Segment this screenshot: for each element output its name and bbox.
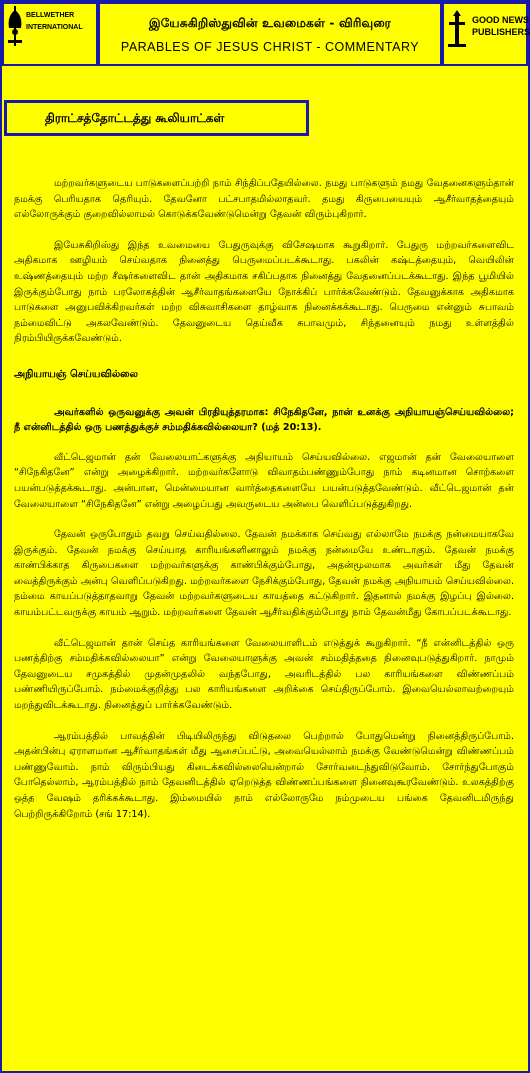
- title-box: [98, 2, 442, 66]
- paragraph-5: வீட்டெஜமான் தான் செய்த காரியங்களை வேலையாளிடம் எடுத்துக் கூறுகிறார். “நீ என்னிடத்தில் ஒரு பணத்திற்கு சம்மதிக்கவில்லையா” என்று வேலையாளுக்கு அவன் சம்மதித்ததை நினைவுபடுத்துகிறார். நாமும் தேவனுடைய சமுகத்தில் முதன்முதலில் வந்தபோது, அவரிடத்தில் பல காரியங்களை விண்ணப்பம் பண்ணியிருப்போம். நம்மைக்குறித்து பல காரியங்களை அறிக்கை செய்திருப்போம். இவையெல்லாவற்றையும் மறந்துவிடக்கூடாது. நினைத்துப் பார்க்கவேண்டும்.: [14, 637, 514, 712]
- scripture-quote: அவர்களில் ஒருவனுக்கு அவன் பிரதியுத்தரமாக: சிநேகிதனே, நான் உனக்கு அநியாயஞ்செய்யவில்லை; நீ என்னிடத்தில் ஒரு பணத்துக்குச் சம்மதிக்கவில்லையா? (மத் 20:13).: [14, 406, 514, 434]
- paragraph-4: தேவன் ஒருபோதும் தவறு செய்வதில்லை. தேவன் நமக்காக செய்வது எல்லாமே நமக்கு நன்மையாகவே இருக்கும். தேவன் நமக்கு செய்யாத காரியங்களினாலும் நமக்கு நன்மையே உண்டாகும். தேவன் நமக்கு காண்பிக்காத கிருபைகளை மற்றவர்களுக்கு காண்பிக்கும்போது, அதன்மூலமாக அவர்கள் மீது தேவன் வைத்திருக்கும் அன்பு வெளிப்படுகிறது. மற்றவர்களை நேசிக்கும்போது, தேவன் நமக்கு அநியாயம் செய்யவில்லை. நம்மை காயப்படுத்தாதவாறு தேவன் மற்றவர்களுடைய காயத்தை கட்டுகிறார். இதனால் நமக்கு இழப்பு இல்லை. காயம்பட்டவருக்கு காயம் ஆறும். மற்றவர்களை தேவன் ஆசீர்வதிக்கும்போது நாம் தேவன்மீது கோபப்படக்கூடாது.: [14, 529, 514, 619]
- page-title-tamil: இயேசுகிறிஸ்துவின் உவமைகள் - விரிவுரை: [148, 16, 392, 30]
- good-news-logo-icon: [446, 8, 468, 48]
- paragraph-6: ஆரம்பத்தில் பாவத்தின் பிடியிலிருந்து விடுதலை பெற்றால் போதுமென்று நினைத்திருப்போம். அதன்பின்பு ஏராளமான ஆசீர்வாதங்கள் மீது ஆசைப்பட்டு, அவையெல்லாம் நமக்கு வேண்டுமென்று விண்ணப்பம் பண்ணுவோம். நாம் விரும்பியது கிடைக்கவில்லையென்றால் சோர்வடைந்துவிடுவோம். சோர்ந்துபோகும் போதெல்லாம், ஆரம்பத்தில் நாம் தேவனிடத்தில் ஏறெடுத்த விண்ணப்பங்களை நினைவுகூரவேண்டும். உலகத்திற்கு ஒத்த வேஷம் தரிக்கக்கூடாது. இம்மையில் நாம் எல்லோருமே நம்முடைய பங்கை தேவனிடமிருந்து பெற்றிருக்கிறோம் (சங் 17:14).: [14, 730, 514, 820]
- section-title-box: [4, 100, 309, 136]
- good-news-logo-text: GOOD NEWS PUBLISHERS: [472, 15, 530, 37]
- paragraph-3: வீட்டெஜமான் தன் வேலையாட்களுக்கு அநியாயம் செய்யவில்லை. எஜமான் தன் வேலையாளை “சிநேகிதனே” என்று அழைக்கிறார். மற்றவர்களோடு விவாதம்பண்ணும்போது நாம் கடினமான சொற்களை பயன்படுத்தக்கூடாது. அன்பான, மென்மையான வார்த்தைகளையே பயன்படுத்தவேண்டும். வீட்டெஜமான் தன் வேலையாளை “சிநேகிதனே” என்று அழைப்பது அவருடைய அன்பை வெளிப்படுத்துகிறது.: [14, 451, 514, 510]
- bellwether-logo-icon: [6, 6, 24, 46]
- paragraph-2: இயேசுகிறிஸ்து இந்த உவமையை பேதுருவுக்கு விசேஷமாக கூறுகிறார். பேதுரு மற்றவர்களைவிட அதிகமாக ஊழியம் செய்வதாக நினைத்து பெருமைப்படக்கூடாது. பகலின் கஷ்டத்தையும், வெயிலின் உஷ்ணத்தையும் மற்ற சீஷர்களைவிட தான் அதிகமாக சகிப்பதாக நினைத்து வேதனைப்படக்கூடாது. இந்த பூமியில் இருக்கும்போது நாம் பரலோகத்தின் ஆசீர்வாதங்களையே நோக்கிப் பார்க்கவேண்டும். தேவனுக்காக அதிகமாக பாடுகளை அனுபவிக்கிறவர்கள் மற்ற விசுவாசிகளை தாழ்வாக நினைக்கக்கூடாது. பெருமை என்னும் சுபாவம் நம்மைவிட்டு அகலவேண்டும். தேவனுடைய தெய்வீக சுபாவமும், சிந்தனையும் நமது உள்ளத்தில் நிரம்பியிருக்கவேண்டும்.: [14, 239, 514, 345]
- header: [2, 2, 528, 68]
- page-title-english: PARABLES OF JESUS CHRIST - COMMENTARY: [120, 40, 420, 54]
- good-news-logo[interactable]: [442, 2, 528, 66]
- section-title: திராட்சத்தோட்டத்து கூலியாட்கள்: [45, 111, 225, 125]
- bellwether-logo-text: BELLWETHER INTERNATIONAL: [26, 12, 83, 31]
- subheading: அநியாயஞ் செய்யவில்லை: [14, 368, 138, 380]
- bellwether-logo[interactable]: [2, 2, 98, 66]
- article-body: [14, 176, 514, 837]
- paragraph-1: மற்றவர்களுடைய பாடுகளைப்பற்றி நாம் சிந்திப்பதேயில்லை. நமது பாடுகளும் நமது வேதனைகளும்தான் நமக்கு பெரியதாக தெரியும். தேவனோ பட்சபாதமில்லாதவர். தமது கிருபையையும் ஆசீர்வாதத்தையும் எல்லோருக்கும் குறைவில்லாமல் கொடுக்கவேண்டுமென்று தேவன் விரும்புகிறார்.: [14, 178, 514, 221]
